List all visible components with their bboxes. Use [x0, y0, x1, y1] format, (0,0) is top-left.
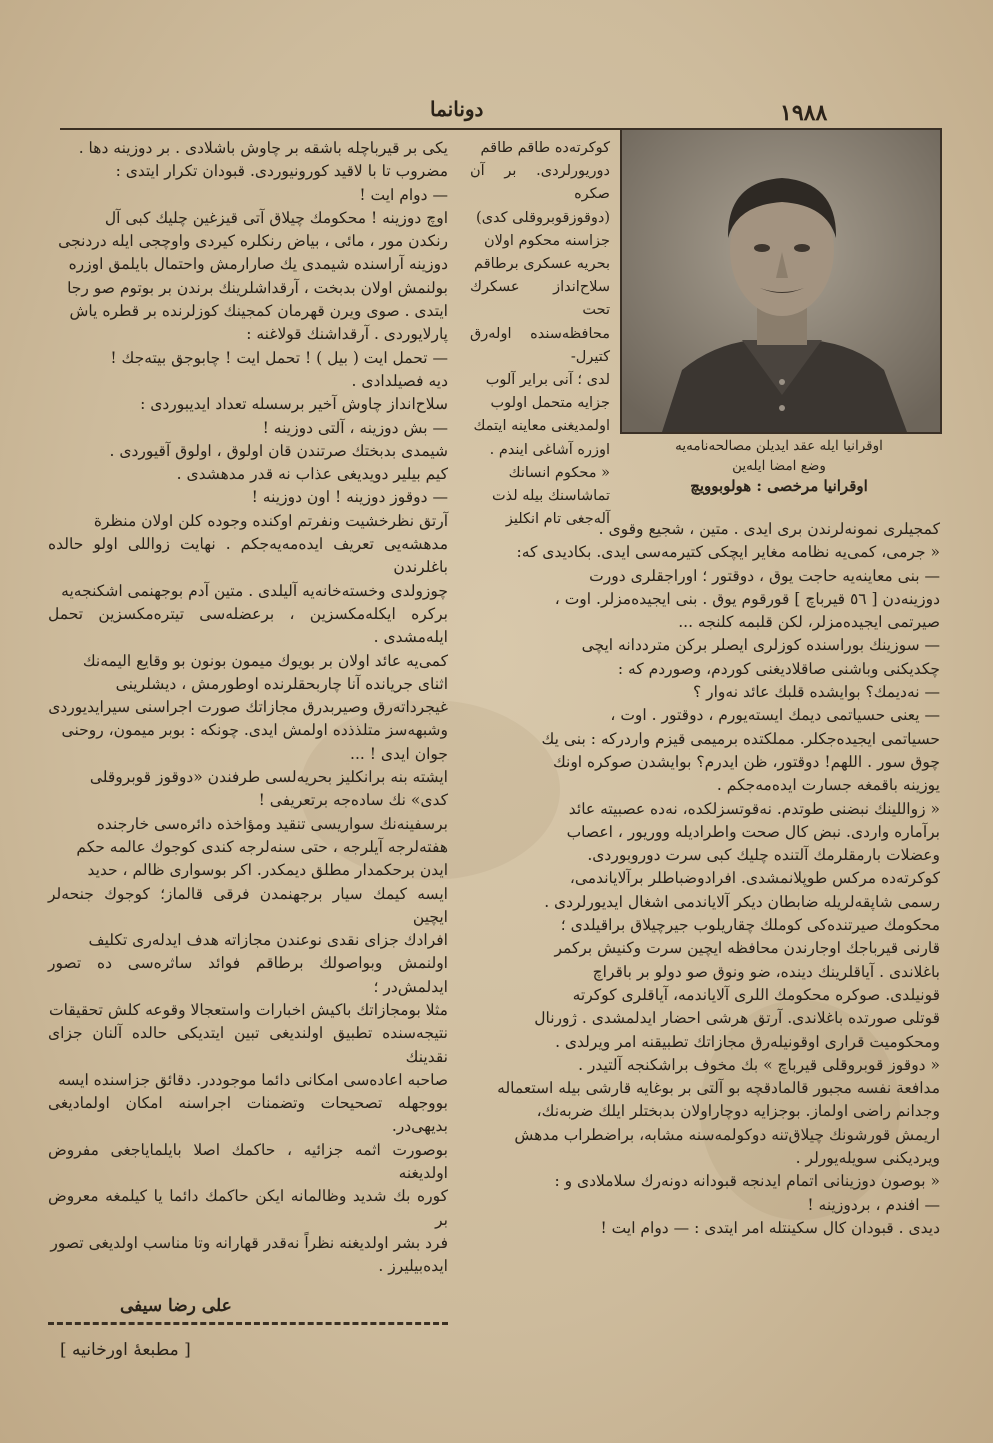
portrait-photo: [620, 128, 942, 434]
text-line: مثلا بومجازاتك باكيش اخبارات واستعجالا وقوعه كلش تحقيقات: [49, 1000, 448, 1019]
text-line: آرتق نظرخشيت ونفرتم اوكنده وجوده كلن اولان منظرة: [93, 511, 448, 530]
text-line: ايدن برحكمدار مطلق ديمكدر. اكر بوسوارى ظالم ، حديد: [87, 861, 448, 880]
text-line: يكى بر قيرباچله باشقه بر چاوش باشلادى . بر دوزينه دها .: [78, 139, 448, 157]
text-line: « دوقوز قوبروقلى قيرباچ » بك مخوف براشكنجه آلتيدر .: [578, 1055, 940, 1074]
text-line: دوريورلردى. بر آن صكره: [470, 163, 610, 203]
text-line: رسمى شاپقه‌لريله ضابطان ديكر آلاياندمى اشغال ايديورلردى .: [544, 892, 940, 911]
text-line: دوزينه‌دن [ ٥٦ قيرباچ ] قورقوم يوق . بنى ايجيده‌مزلر. اوت ،: [554, 589, 940, 608]
text-line: — دوام ايت !: [359, 185, 448, 204]
text-line: جوان ايدى ! ...: [350, 744, 448, 763]
text-line: « جرمى، كمى‌يه نظامه مغاير ايچكى كتيرمه‌سى ايدى. بكاديدى كه:: [516, 543, 940, 562]
text-line: چكديكنى وباشنى صاقلاديغنى كوردم، وصوردم كه :: [617, 659, 940, 678]
text-line: ديه فصيلدادى .: [351, 371, 448, 390]
text-line: — دوقوز دوزينه ! اون دوزينه !: [251, 488, 448, 507]
text-line: — افندم ، بردوزينه !: [807, 1195, 940, 1214]
text-line: نتيجه‌سنده تطبيق اولنديغى تبين ايتديكى حالده آلنان جزاى نقدينك: [48, 1024, 448, 1066]
text-line: بوصورت اثمه جزائيه ، حاكمك اصلا بايلماياجغى مفروض اولديغنه: [48, 1140, 448, 1183]
text-line: اولمديغنى معاينه ايتمك: [473, 418, 610, 435]
text-line: محكومك صيرتنده‌كى كوملك چقاريلوب جيرچيلاق براقيلدى ؛: [560, 916, 940, 935]
text-line: تماشاسنك بيله لذت: [491, 488, 610, 505]
text-line: اثناى جريانده آنا چاربحقلرنده اوطورمش ، ديشلرينى: [115, 674, 448, 693]
text-line: حسياتمى ايجيده‌جكلر. مملكتده برميمى قيزم واردركه : بنى يك: [541, 729, 940, 748]
text-line: ايشته بنه برانكليز بحريه‌لسى طرفندن «دوقوز قوبروقلى: [89, 768, 448, 787]
text-line: بحريه عسكرى برطاقم: [474, 256, 610, 273]
text-line: كمجيلرى نمونه‌لرندن برى ايدى . متين ، شجيع وقوى .: [598, 520, 940, 538]
text-line: اوچ دوزينه ! محكومك چيلاق آتى قيزغين چليك كبى آل: [104, 208, 448, 227]
printer-imprint: [ مطبعهٔ اورخانيه ]: [60, 1340, 191, 1360]
text-line: قوتلى صورتده باغلاندى. آرتق هرشى احضار ايدلمشدى . ژورنال: [534, 1009, 940, 1028]
text-line: — سوزينك بوراسنده كوزلرى ايصلر بركن مترددانه ايچى: [581, 636, 940, 655]
text-line: صاحبه اعاده‌سى امكانى دائما موجوددر. دقائق جزاسنده ايسه: [58, 1070, 448, 1089]
text-line: كدى» نك سادەجه برتعريفى !: [258, 791, 448, 810]
text-line: قارنى قيرباجك اوجارندن محافظه ايچين سرت وكنيش بركمر: [554, 939, 940, 958]
text-line: مضروب تا با لاقيد كورونيوردى. قبودان تكرار ايتدى :: [115, 162, 448, 181]
text-line: يوزينه باقمغه جسارت ايده‌مه‌جكم .: [716, 776, 940, 795]
dashed-rule: [48, 1322, 448, 1325]
text-line: « محكوم انسانك: [508, 464, 610, 481]
text-line: آلەجغى تام انكليز: [505, 511, 610, 528]
text-line: ايسه كيمك سيار برجهنمدن فرقى قالماز؛ كوجوك جنحه‌لر ايچين: [48, 884, 448, 926]
text-line: قونيلدى. صوكره محكومك اللرى آلاياندمه، آياقلرى كوكرته: [572, 985, 940, 1004]
caption-name: اوقرانيا مرخصى : هولوبوويچ: [690, 477, 868, 495]
text-line: (دوقوزقوبروقلى كدى): [476, 209, 610, 226]
text-line: — بنى معاينه‌يه حاجت يوق ، دوقتور ؛ اوراجقلرى دورت: [589, 566, 940, 585]
text-line: اريمش قورشونك چيلاق‌تنه دوكولمه‌سنه مشابه، براضطراب مدهش: [514, 1125, 940, 1144]
text-line: ديدى . قبودان كال سكينتله امر ايتدى : — دوام ايت !: [600, 1218, 940, 1237]
text-line: هفته‌لرجه آيلرجه ، حتى سنه‌لرجه كندى كوجوك عالمه حكم: [76, 837, 448, 856]
portrait-image: [622, 130, 940, 432]
text-line: — بش دوزينه ، آلتى دوزينه !: [262, 418, 448, 437]
text-line: دوزينه آراسنده شيمدى يك صارارمش واحتمال بايلمق اوزره: [68, 255, 448, 274]
text-line: پارلايوردى . آرقداشنك قولاغنه :: [246, 325, 448, 344]
text-line: كمى‌يه عائد اولان بر بويوك ميمون بونون بو وقايع اليمه‌نك: [82, 651, 448, 670]
text-line: جزاسنه محكوم اولان: [483, 232, 610, 249]
text-line: وجدانم راضى اولماز. بوجزايه دوچاراولان بدبختلر ايلك ضربه‌نك،: [536, 1102, 940, 1121]
text-line: — يعنى حسياتمى ديمك ايسته‌يورم ، دوقتور . اوت ،: [610, 706, 940, 725]
text-line: سلاح‌انداز عسكرك تحت: [470, 279, 610, 319]
text-line: ايده‌بيليرز .: [378, 1257, 448, 1276]
text-line: رنكدن مور ، مائى ، بياض رنكلره كيردى واوچجى ايله دردنجى: [58, 232, 448, 251]
text-line: سلاح‌انداز چاوش آخير برسسله تعداد ايديبوردى :: [140, 395, 448, 414]
text-line: برسفينه‌نك سواريسى تنقيد ومؤاخذه دائره‌سى خارجنده: [96, 814, 448, 833]
text-line: وعضلات بارمقلرمك آلتنده چليك كبى سرت دوروبوردى.: [587, 846, 940, 865]
text-line: بركره ايكله‌مكسزين ، برعضله‌سى تيتره‌مكسزين تحمل ايله‌مشدى .: [48, 604, 448, 647]
text-line: بولنمش اولان بدبخت ، آرقداشلرينك برندن بر بوتوم صو رجا: [67, 278, 448, 297]
text-line: فرد بشر اولديغنه نظراً نه‌قدر قهارانه وتا مناسب اولديغى تصور: [50, 1233, 448, 1252]
text-line: وشبهه‌سز متلذذده اولمش ايدى. چونكه : بوبر ميمون، روحنى: [61, 721, 448, 740]
caption-line: اوقرانيا ايله عقد ايديلن مصالحه‌نامه‌يه: [675, 438, 883, 454]
text-line: صيرتمى ايجيده‌مزلر، لكن قلبمه كلنجه ...: [678, 613, 940, 632]
right-column: [470, 518, 940, 1240]
text-line: ومحكوميت قرارى اوقونيله‌رق مجازاتك تطبيقنه امر ويرلدى .: [555, 1032, 940, 1051]
page-number: ١٩٨٨: [780, 100, 828, 126]
text-line: — نه‌ديمك؟ بوايشده قلبك عائد نه‌وار ؟: [692, 683, 940, 702]
text-line: بووجهله تصحيحات وتضمنات اجراسنه امكان اولماديغى بديهى‌در.: [48, 1094, 448, 1136]
caption-line: وضع امضا ايله‌ين: [732, 458, 826, 474]
text-line: « بوصون دوزينانى اتمام ايدنجه قبودانه دونه‌رك سلاملادى و :: [554, 1172, 940, 1191]
text-line: كيم بيلير دويديغى عذاب نه قدر مدهشدى .: [176, 465, 448, 484]
text-line: باغلاندى . آياقلرينك دينده، ضو ونوق صو دولو بر باقراچ: [592, 962, 940, 981]
journal-title: دونانما: [430, 97, 484, 121]
photo-caption: [620, 436, 938, 496]
text-line: ايتدى . صوى ويرن قهرمان كمجينك كوزلرنده بر قطره ياش: [69, 302, 448, 321]
text-line: محافظه‌سنده اولەرق كتيرل-: [470, 325, 610, 365]
text-line: « زواللينك نبضنى طوتدم. نه‌قوتسزلكده، نه‌ده عصبيته عائد: [568, 799, 940, 818]
text-line: كوره بك شديد وظالمانه ايكن حاكمك دائما يا كيلمغه معروض بر: [48, 1187, 448, 1229]
text-line: اولنمش وبواصولك برطاقم فوائد ساثره‌سى ده تصور ايدلمش‌در ؛: [48, 954, 448, 996]
text-line: افرادك جزاى نقدى نوعندن مجازاته هدف ايدلەرى تكليف: [88, 931, 448, 950]
text-line: مدافعة نفسه مجبور قالمادقچه بو آلتى بر بوغايه قارشى بيله استعماله: [497, 1079, 940, 1098]
text-line: — تحمل ايت ( بيل ) ! تحمل ايت ! چابوجق بيته‌جك !: [110, 348, 448, 367]
left-column: [48, 137, 448, 1279]
text-line: چوزولدى وخسته‌خانه‌يه آليلدى . متين آدم بوجهنمى اشكنجه‌يه: [61, 581, 448, 600]
text-line: لدى ؛ آنى براير آلوب: [485, 372, 610, 389]
text-line: كوكرته‌ده مركس طوپلانمشدى. افرادوضباطلر برآلاياندمى،: [569, 869, 940, 888]
text-line: جزايه متحمل اولوب: [490, 395, 610, 412]
text-line: غيجرداته‌رق وصيربدرق مجازاتك صورت اجراسنى سيرايديوردى: [48, 698, 448, 717]
text-line: شيمدى بدبختك صرتندن قان اولوق ، اولوق آقيوردى .: [109, 441, 448, 460]
text-line: ويرديكنى سويله‌يورلر .: [795, 1149, 940, 1168]
text-line: اوزره آشاغى ايندم .: [489, 441, 610, 458]
right-column-wrap: [470, 137, 610, 531]
text-line: چوق سور . اللهم! دوقتور، ظن ايدرم؟ بوايشدن صوكره اونك: [552, 752, 940, 771]
author-signature: على رضا سيفى: [120, 1296, 232, 1316]
text-line: برآماره واردى. نبض كال صحت واطراديله ووريور ، اعصاب: [566, 822, 940, 841]
text-line: كوكرته‌ده طاقم طاقم: [480, 140, 610, 156]
text-line: مدهشه‌يى تعريف ايده‌مه‌يه‌جكم . نهايت زواللى اولو حالده باغلرندن: [48, 535, 448, 577]
